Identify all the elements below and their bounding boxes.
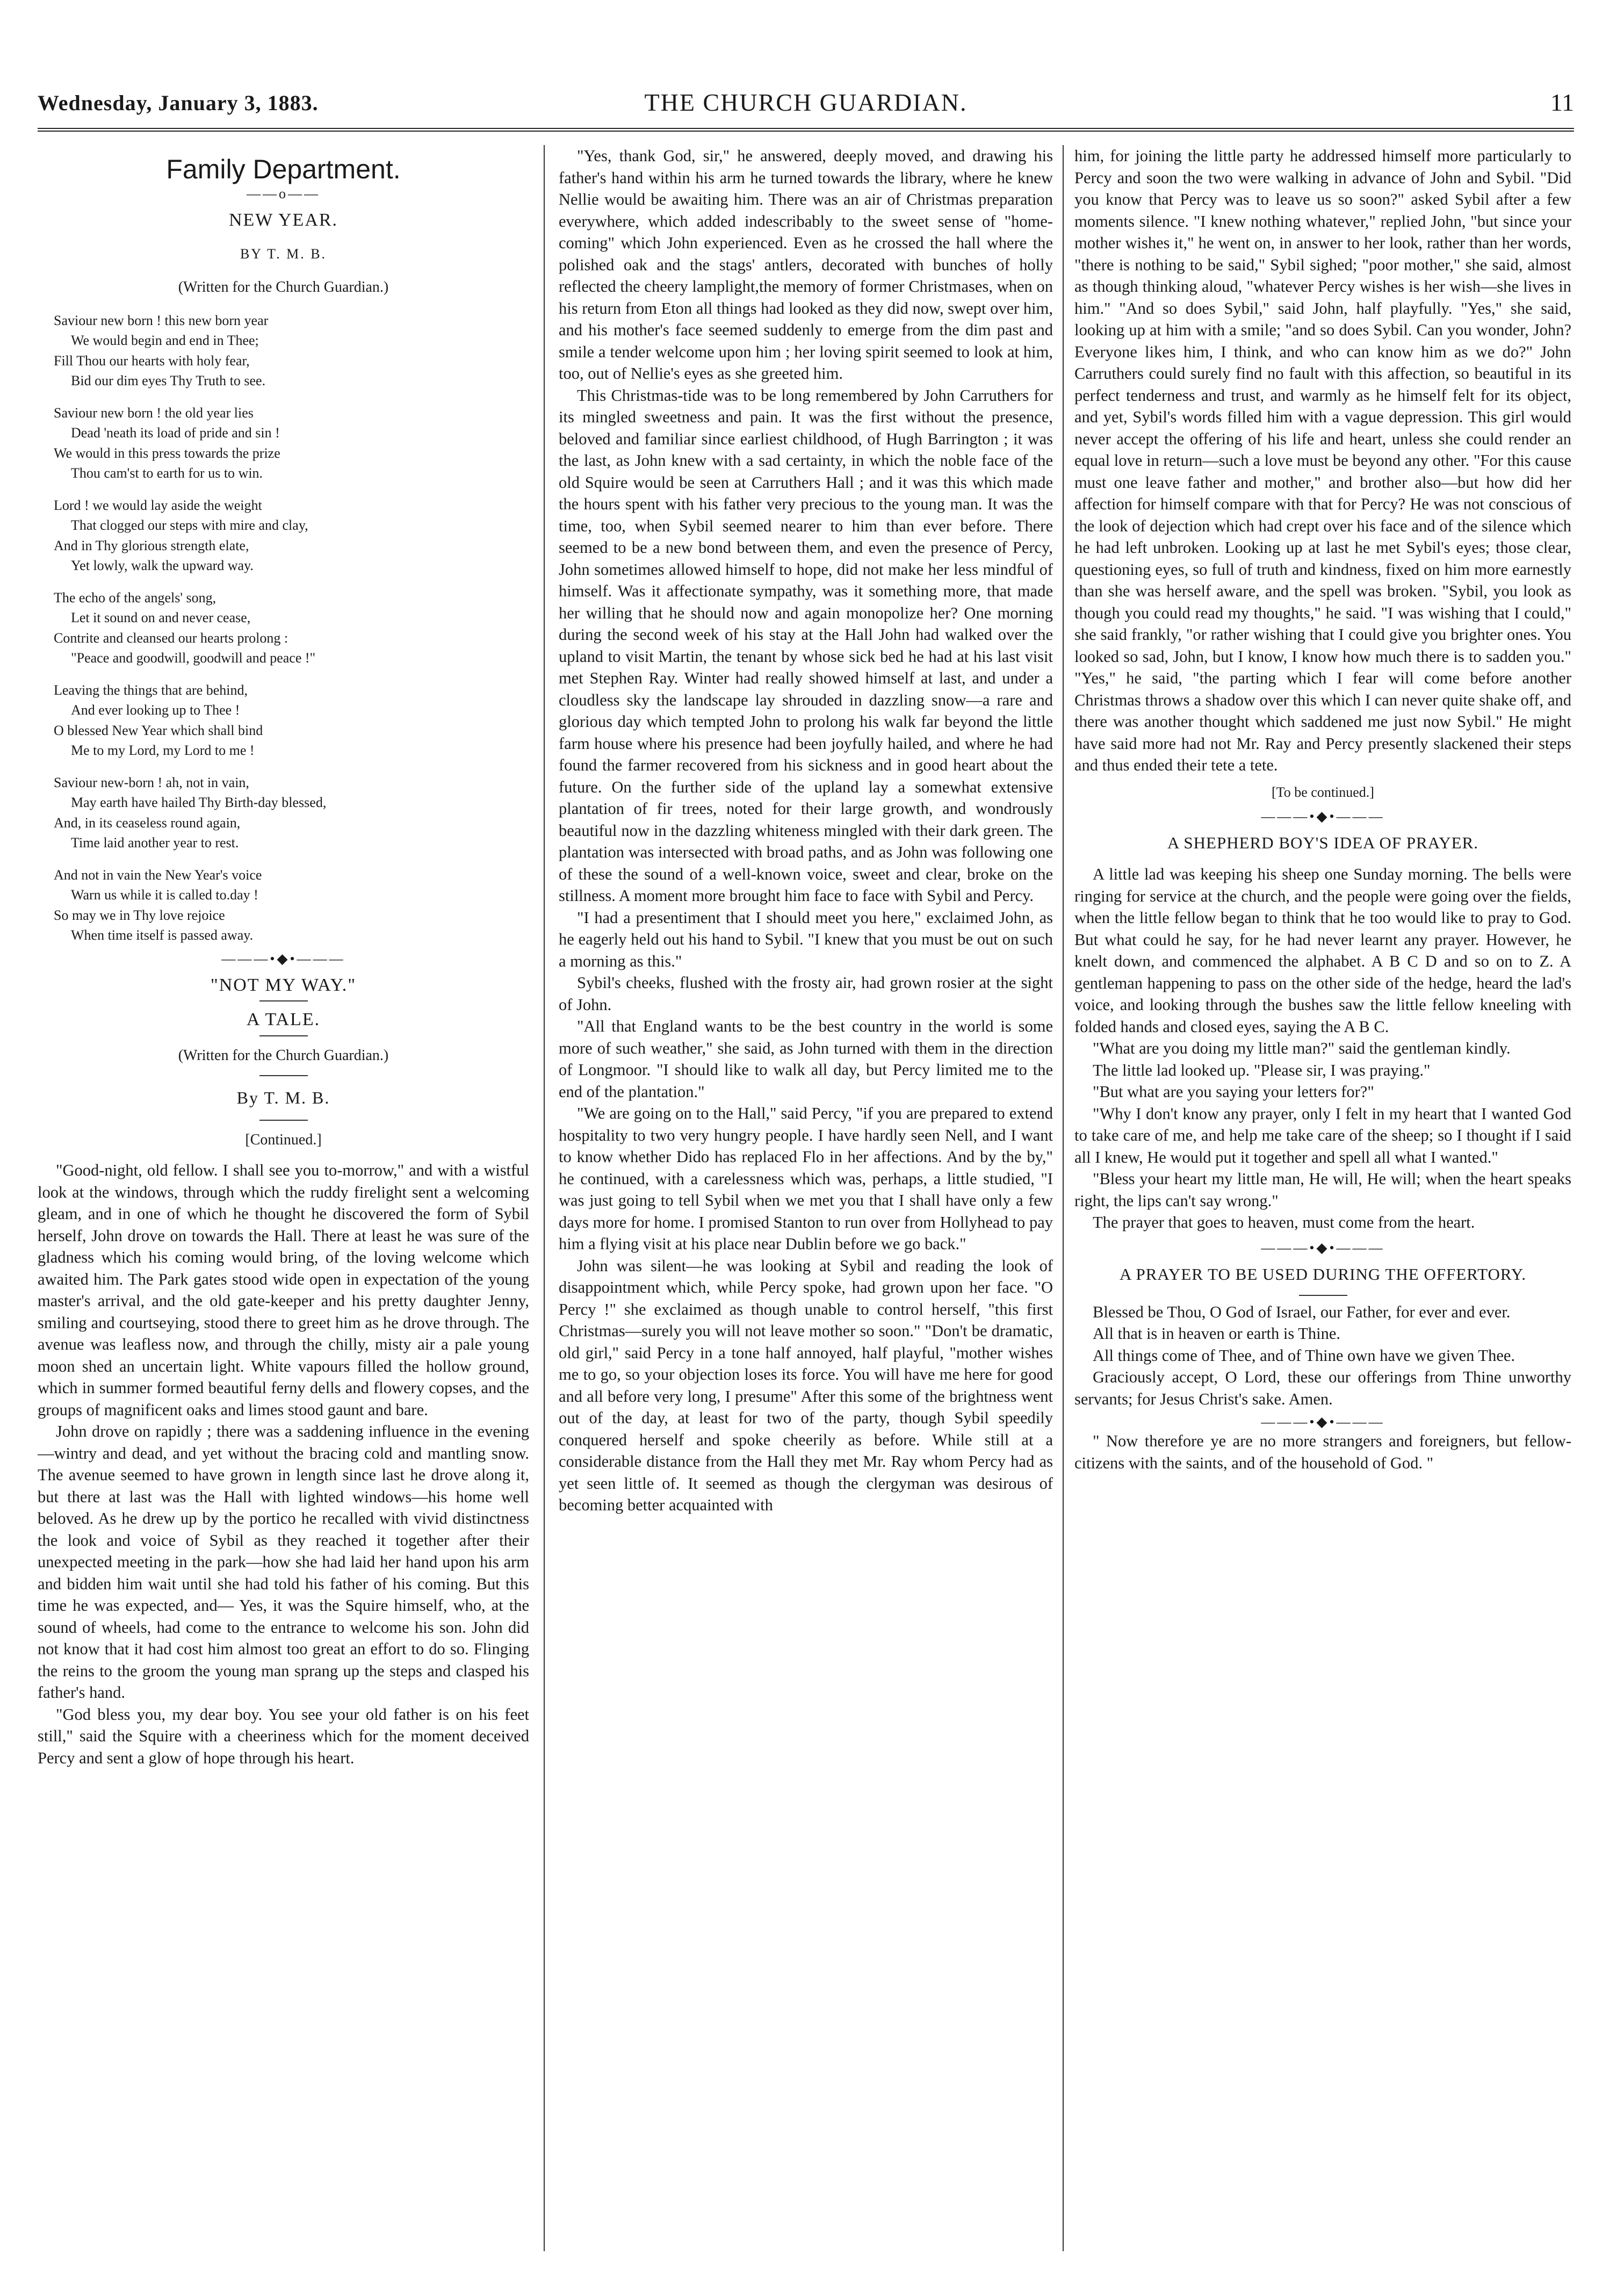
shepherd-paragraph: "Why I don't know any prayer, only I felt in my heart that I wanted God to take care of me, and help me take care of the sheep; so I thought if I said all I knew, He would put it together and spell all what I wanted.": [1074, 1104, 1571, 1166]
title-rule: [259, 1120, 308, 1121]
poem-note: (Written for the Church Guardian.): [178, 279, 389, 296]
closing-quote: " Now therefore ye are no more strangers and foreigners, but fellow-citizens with the saints, and of the household of God. ": [1074, 1432, 1571, 1472]
shepherd-paragraph: The little lad looked up. "Please sir, I was praying.": [1093, 1061, 1431, 1079]
poem-line: Fill Thou our hearts with holy fear,: [54, 352, 250, 369]
poem-line: Saviour new born ! this new born year: [54, 312, 269, 328]
offertory-heading: A PRAYER TO BE USED DURING THE OFFERTORY.: [1120, 1264, 1526, 1284]
shepherd-paragraph: A little lad was keeping his sheep one Sunday morning. The bells were ringing for service at the church, and the people were going over the fields, when the little fellow began to think that he too would like to pray to God. But what could he say, for he had never learnt any prayer. However, he knelt down, and commenced the alphabet. A B C D and so on to Z. A gentleman happening to pass on the other side of the hedge, heard the lad's voice, and looking through the bushes saw the little fellow kneeling with folded hands and closed eyes, saying the A B C.: [1074, 865, 1571, 1036]
poem-line: The echo of the angels' song,: [54, 589, 216, 606]
poem-title: NEW YEAR.: [228, 210, 338, 230]
story-paragraph: This Christmas-tide was to be long remembered by John Carruthers for its mingled sweetness and pain. It was the first without the presence, beloved and familiar since earliest childhood, of Hugh Barrington ; it was the last, as John knew with a sad certainty, in which the noble face of the old Squire would be seen at Carruthers Hall ; and it was this which made the hours spent with his father very precious to the young man. It was the time, too, when Sybil seemed nearer to him than ever before. There seemed to be a new bond between them, and even the presence of Percy, John sometimes allowed himself to hope, did not make her less mindful of himself. Was it affectionate sympathy, was it something more, that made her willing that he should now and again monopolize her? One morning during the second week of his stay at the Hall John had walked over the upland to visit Martin, the tenant by whose sick bed he had at his last visit met Stephen Ray. Winter had really showed himself at last, and under a cloudless sky the landscape lay shrouded in dazzling snow—a rare and glorious day which tempted John to prolong his walk far beyond the little farm house where his presence had been joyfully hailed, and where he had found the farmer recovered from his sickness and in good heart about the future. On the further side of the upland lay a somewhat extensive plantation of fir trees, noted for their large growth, and wondrously beautiful now in the dazzling whiteness mingled with their dark green. The plantation was intersected with broad paths, and as John was following one of these the sound of a well-known voice, sweet and clear, broke on the stillness. A moment more brought him face to face with Sybil and Percy.: [559, 386, 1053, 905]
offertory-paragraph: All that is in heaven or earth is Thine.: [1093, 1324, 1341, 1343]
offertory-paragraph: All things come of Thee, and of Thine own have we given Thee.: [1093, 1346, 1515, 1365]
poem-line: Dead 'neath its load of pride and sin !: [71, 425, 280, 441]
poem-line: So may we in Thy love rejoice: [54, 907, 225, 923]
to-be-continued: [To be continued.]: [1272, 784, 1374, 800]
story-paragraph: John was silent—he was looking at Sybil and reading the look of disappointment which, while Percy spoke, had grown upon her face. "O Percy !" she exclaimed as though unable to control herself, "this first Christmas—surely you will not leave mother so soon." "Don't be dramatic, old girl," said Percy in a tone half annoyed, half playful, "mother wishes me to go, so your objection loses its force. You will have me here for good and all before very long, I presume" After this some of the brightness went out of the day, at least for two of the party, though Sybil speedily conquered herself and spoke cheerily as before. While still at a considerable distance from the Hall they met Mr. Ray whom Percy had as yet seen little of. It seemed as though the clergyman was desirous of becoming better acquainted with: [559, 1256, 1053, 1514]
department-heading: Family Department.: [166, 154, 401, 184]
poem-stanza: [54, 680, 529, 761]
ornament: ——o——: [247, 186, 320, 201]
section-divider: ———•◆•———: [1261, 1414, 1385, 1430]
column-rule: [1063, 145, 1064, 2251]
section-divider: ———•◆•———: [1261, 1240, 1385, 1256]
title-rule: [259, 1075, 308, 1076]
masthead-rule: [38, 128, 1574, 132]
poem-stanza: [54, 403, 529, 484]
column-1: [38, 145, 529, 2251]
poem-line: Contrite and cleansed our hearts prolong :: [54, 630, 288, 646]
story-paragraph: "Good-night, old fellow. I shall see you to-morrow," and with a wistful look at the windows, through which the ruddy firelight sent a welcoming gleam, and in one of which he thought he discovered the form of Sybil herself, John drove on towards the Hall. There at least he was sure of the gladness which his coming would bring, of the loving welcome which awaited him. The Park gates stood wide open in expectation of the young master's arrival, and the old gate-keeper and his pretty daughter Jenny, smiling and courtseying, stood there to greet him as he drove through. The avenue was leafless now, and through the chilly, misty air a pale young moon shed an uncertain light. White vapours filled the hollow ground, which in summer formed beautiful ferny dells and flowery copses, and the groups of magnificent oaks and limes stood gaunt and bare.: [38, 1161, 529, 1419]
section-divider: ———•◆•———: [1261, 809, 1385, 824]
section-divider: ———•◆•———: [221, 950, 345, 967]
masthead: [38, 81, 1574, 129]
poem-stanza: [54, 495, 529, 576]
column-2: [559, 145, 1053, 2251]
poem-line: Saviour new born ! the old year lies: [54, 405, 254, 421]
offertory-paragraph: Graciously accept, O Lord, these our offerings from Thine unworthy servants; for Jesus Christ's sake. Amen.: [1074, 1368, 1571, 1408]
poem-line: Leaving the things that are behind,: [54, 682, 248, 698]
poem-line: Saviour new-born ! ah, not in vain,: [54, 774, 249, 790]
column-rule: [544, 145, 545, 2251]
poem-line: Let it sound on and never cease,: [71, 610, 251, 625]
story-paragraph: John drove on rapidly ; there was a saddening influence in the evening—wintry and dead, and yet without the bracing cold and mantling snow. The avenue seemed to have grown in length since last he drove along it, but there at last was the Hall with lighted windows—his home well beloved. As he drew up by the portico he recalled with vivid distinctness the look and voice of Sybil as they reached it together after their unexpected meeting in the park—how she had laid her hand upon his arm and bidden him wait until she had told his father of his coming. But this time he was expected, and— Yes, it was the Squire himself, who, at the sound of wheels, had come to the entrance to welcome his son. John did not know that it had cost him almost too great an effort to do so. Flinging the reins to the groom the young man sprang up the steps and clasped his father's hand.: [38, 1422, 529, 1702]
story-note: (Written for the Church Guardian.): [178, 1047, 389, 1064]
offertory-paragraph: Blessed be Thou, O God of Israel, our Father, for ever and ever.: [1093, 1302, 1511, 1321]
shepherd-paragraph: "Bless your heart my little man, He will, He will; when the heart speaks right, the lips can't say wrong.": [1074, 1170, 1571, 1210]
shepherd-paragraph: "What are you doing my little man?" said the gentleman kindly.: [1093, 1039, 1511, 1057]
poem-line: And in Thy glorious strength elate,: [54, 537, 249, 553]
story-title: "NOT MY WAY.": [210, 975, 357, 995]
story-paragraph: "Yes, thank God, sir," he answered, deeply moved, and drawing his father's hand within his arm he turned towards the library, where he knew Nellie would be awaiting him. There was an air of Christmas preparation everywhere, which added indescribably to the sweet sense of "home-coming" which John experienced. Even as he crossed the hall where the polished oak and the stags' antlers, decorated with bunches of holly reflected the cheery lamplight,the memory of former Christmases, when on his return from Eton all things had looked as they did now, swept over him, and his mother's face seemed suddenly to emerge from the dim past and smile a tender welcome upon him ; her loving spirit seemed to look at him, too, out of Nellie's eyes as she greeted him.: [559, 147, 1053, 383]
title-rule: [1299, 1295, 1347, 1296]
poem-line: O blessed New Year which shall bind: [54, 722, 263, 738]
story-paragraph: Sybil's cheeks, flushed with the frosty air, had grown rosier at the sight of John.: [559, 974, 1053, 1014]
story-paragraph: "I had a presentiment that I should meet you here," exclaimed John, as he eagerly held out his hand to Sybil. "I knew that you must be out on such a morning as this.": [559, 908, 1053, 970]
poem-stanza: [54, 588, 529, 668]
story-paragraph: "God bless you, my dear boy. You see your old father is on his feet still," said the Squire with a cheeriness which for the moment deceived Percy and sent a glow of hope through his heart.: [38, 1705, 529, 1767]
poem-line: "Peace and goodwill, goodwill and peace !": [71, 650, 316, 666]
poem-line: May earth have hailed Thy Birth-day blessed,: [71, 795, 327, 810]
story-paragraph: him, for joining the little party he addressed himself more particularly to Percy and soon the two were walking in advance of John and Sybil. "Did you know that Percy was to leave us so soon?" asked Sybil after a few moments silence. "I knew nothing whatever," replied John, "but since your mother wishes it," he went on, in answer to her look, rather than her words, "there is nothing to be said," Sybil sighed; "poor mother," she said, almost as though thinking aloud, "whatever Percy wishes is her wish—she lives in him." "And so does Sybil," said John, half playfully. "Yes," she said, looking up at him with a smile; "and so does Sybil. Can you wonder, John? Everyone likes him, I think, and who can know him as we do?" John Carruthers could surely find no fault with this affection, so beautiful in its perfect tenderness and trust, and warmly as he himself felt for its object, and yet, Sybil's words filled him with a vague depression. This girl would never accept the offering of his life and heart, unless she could render an equal love in return—such a love must be beyond any other. "For this cause must one leave father and mother," and brother also—but how did her affection for himself compare with that for Percy? He was not conscious of the look of dejection which had crept over his face and of the silence which he had left unbroken. Looking up at last he met Sybil's eyes; those clear, questioning eyes, so full of truth and kindness, fixed on him more earnestly than she was herself aware, and the spell was broken. "Sybil, you look as though you could read my thoughts," he said. "I was wishing that I could," she said frankly, "or rather wishing that I could give you brighter ones. You looked so sad, John, but I know, I know how much there is to sadden you." "Yes," he said, "the parting which I fear will come before another Christmas throws a shadow over this which I can never quite shake off, and there was another thought which saddened me just now Sybil." He might have said more had not Mr. Ray and Percy presently slackened their steps and thus ended their tete a tete.: [1074, 147, 1571, 774]
poem-line: When time itself is passed away.: [71, 927, 254, 943]
title-rule: [259, 1000, 308, 1001]
poem-byline: BY T. M. B.: [240, 246, 327, 262]
poem-line: Lord ! we would lay aside the weight: [54, 497, 262, 513]
poem-line: And ever looking up to Thee !: [71, 702, 240, 718]
poem-line: Me to my Lord, my Lord to me !: [71, 743, 255, 758]
continued-note: [Continued.]: [245, 1131, 322, 1148]
page-number: 11: [1550, 89, 1574, 116]
poem-line: That clogged our steps with mire and clay,: [71, 517, 308, 533]
poem-line: Warn us while it is called to.day !: [71, 887, 258, 903]
poem-stanza: [54, 773, 529, 853]
poem-stanza: [54, 311, 529, 391]
column-3: [1074, 145, 1571, 2251]
poem-line: And not in vain the New Year's voice: [54, 867, 262, 883]
story-paragraph: "All that England wants to be the best country in the world is some more of such weather," she said, as John turned with them in the direction of Longmoor. "I should like to walk all day, but Percy limited me to the end of the plantation.": [559, 1017, 1053, 1101]
poem-line: Thou cam'st to earth for us to win.: [71, 465, 263, 481]
issue-date: Wednesday, January 3, 1883.: [38, 91, 319, 115]
poem-line: Time laid another year to rest.: [71, 835, 239, 851]
poem-stanza: [54, 865, 529, 946]
story-paragraph: "We are going on to the Hall," said Percy, "if you are prepared to extend hospitality to two very hungry people. I have hardly seen Nell, and I want to know whether Dido has replaced Flo in her affections. And by the by," he continued, with a carelessness which was, perhaps, a little studied, "I was just going to tell Sybil when we met you that I shall have only a few days more for home. I promised Stanton to run over from Hollyhead to pay him a flying visit at his place near Dublin before we go back.": [559, 1104, 1053, 1253]
poem-line: Yet lowly, walk the upward way.: [71, 558, 254, 573]
shepherd-paragraph: The prayer that goes to heaven, must come from the heart.: [1093, 1213, 1475, 1231]
story-byline: By T. M. B.: [236, 1088, 330, 1107]
paper-title: THE CHURCH GUARDIAN.: [644, 89, 968, 116]
shepherd-paragraph: "But what are you saying your letters for?": [1093, 1083, 1374, 1101]
title-rule: [259, 1035, 308, 1036]
poem-line: We would in this press towards the prize: [54, 445, 280, 461]
poem-line: We would begin and end in Thee;: [71, 333, 259, 348]
poem-line: And, in its ceaseless round again,: [54, 815, 241, 831]
story-subtitle: A TALE.: [246, 1010, 321, 1029]
poem-line: Bid our dim eyes Thy Truth to see.: [71, 373, 266, 388]
shepherd-heading: A SHEPHERD BOY'S IDEA OF PRAYER.: [1167, 833, 1479, 852]
